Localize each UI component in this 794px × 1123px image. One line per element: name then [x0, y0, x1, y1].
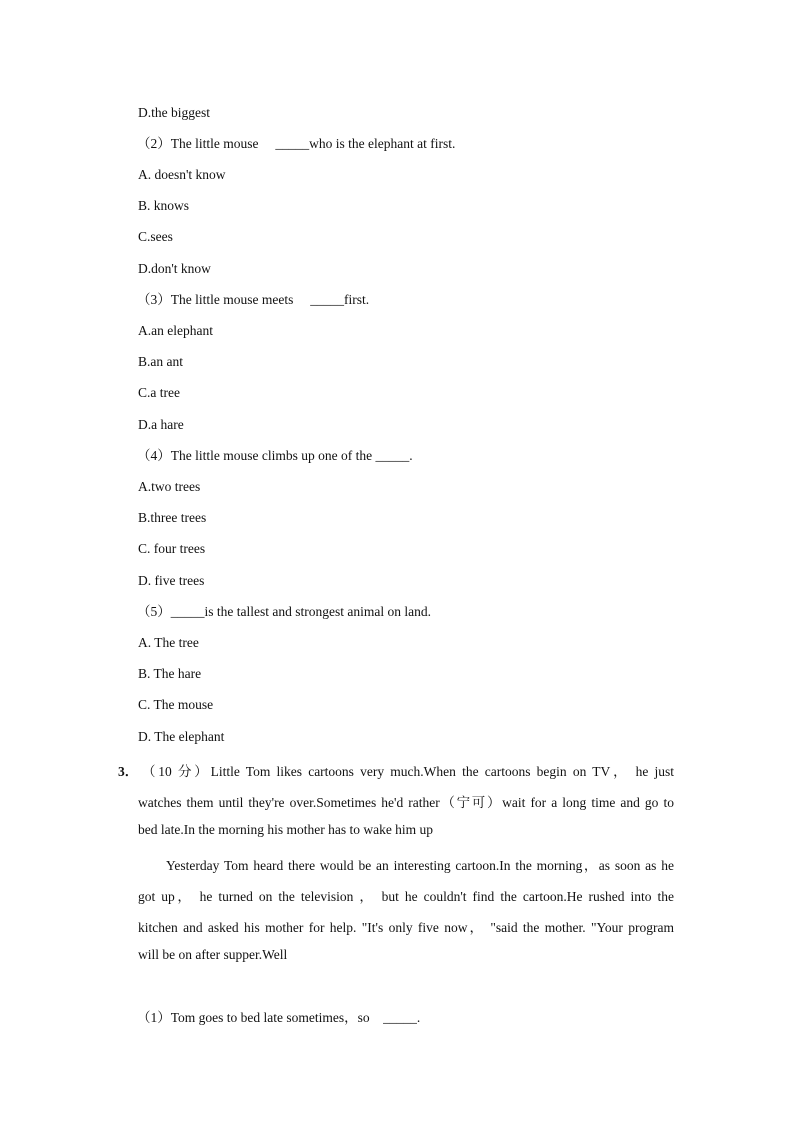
question-text: （4）The little mouse climbs up one of the: [137, 448, 373, 463]
option-d: D.don't know: [138, 261, 211, 276]
option-c: C. The mouse: [138, 697, 214, 712]
option-a: A.two trees: [138, 479, 201, 494]
answer-blank: _____: [310, 292, 344, 307]
question-text-suffix: who is the elephant at first.: [309, 136, 456, 151]
question-3-number: 3．: [118, 764, 139, 779]
answer-blank: _____: [275, 136, 310, 151]
question-text: （2）The little mouse: [137, 136, 259, 151]
option-d: D. five trees: [138, 573, 205, 588]
option-b: B.an ant: [138, 354, 183, 369]
answer-blank: _____: [375, 448, 410, 463]
option-d-previous: D.the biggest: [138, 105, 210, 120]
passage-line: will be on after supper.Well: [138, 947, 288, 962]
answer-blank: _____: [383, 1010, 417, 1025]
option-b: B. knows: [138, 198, 190, 213]
option-a: A.an elephant: [138, 323, 213, 338]
question-3-1: [137, 1010, 420, 1026]
option-a: A. doesn't know: [138, 167, 226, 182]
passage-line: got up， he turned on the television ， but he couldn't find the cartoon.He rushed into the: [138, 889, 674, 904]
question-text-suffix: first.: [343, 292, 370, 307]
option-d: D.a hare: [138, 417, 184, 432]
question-2-3: [137, 292, 369, 308]
passage-line: watches them until they're over.Sometimes he'd rather（宁可）wait for a long time and go to: [138, 795, 674, 810]
option-c: C.a tree: [138, 385, 180, 400]
question-text-suffix: .: [416, 1010, 421, 1025]
passage-line: Yesterday Tom heard there would be an interesting cartoon.In the morning，as soon as he: [166, 858, 674, 873]
question-text: （1）Tom goes to bed late sometimes，so: [137, 1010, 370, 1025]
option-b: B.three trees: [138, 510, 207, 525]
question-text: （3）The little mouse meets: [137, 292, 294, 307]
passage-line: kitchen and asked his mother for help. "It's only five now， "said the mother. "Your program: [138, 920, 674, 935]
question-text: （5）: [137, 604, 171, 619]
question-text-suffix: is the tallest and strongest animal on land.: [204, 604, 431, 619]
question-2-2: [137, 136, 455, 152]
answer-blank: _____: [170, 604, 205, 619]
question-2-4: [137, 448, 413, 464]
option-a: A. The tree: [138, 635, 199, 650]
option-c: C. four trees: [138, 541, 206, 556]
option-b: B. The hare: [138, 666, 202, 681]
passage-line: bed late.In the morning his mother has to wake him up: [138, 822, 434, 837]
passage-line: （10 分）Little Tom likes cartoons very much.When the cartoons begin on TV， he just: [142, 764, 674, 779]
option-d: D. The elephant: [138, 729, 225, 744]
option-c: C.sees: [138, 229, 173, 244]
question-2-5: [137, 604, 431, 620]
question-text-suffix: .: [409, 448, 413, 463]
